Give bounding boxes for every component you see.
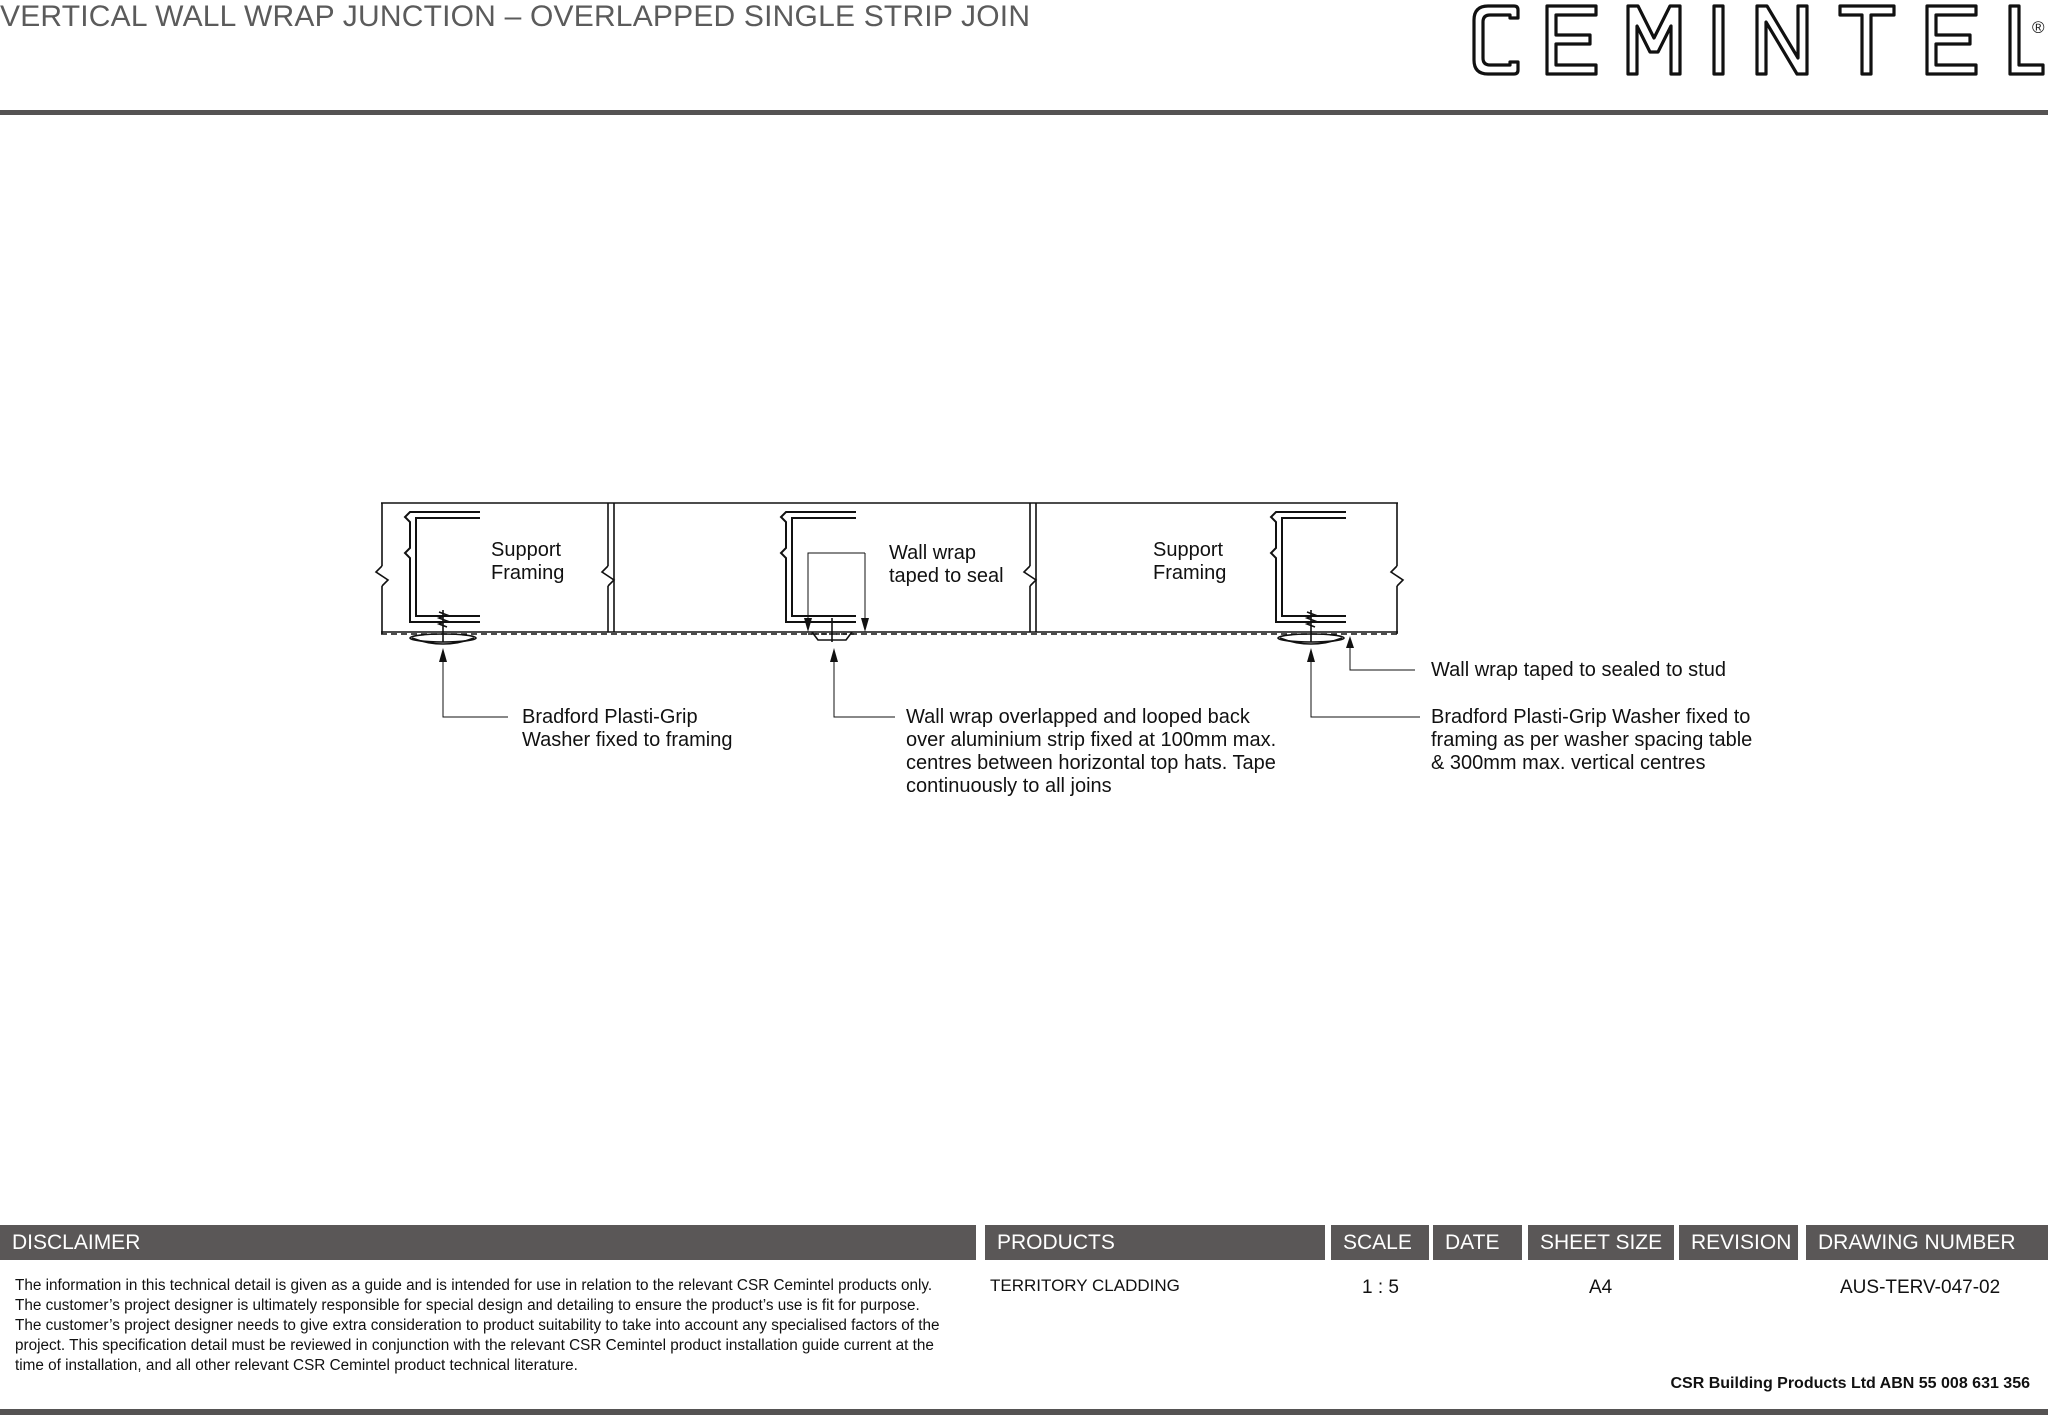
break-line-left [376,503,388,634]
break-line-right [1391,503,1403,634]
stud-middle [781,512,856,622]
label-support-framing-left: Support Framing [491,539,565,584]
products-header: PRODUCTS [985,1225,1325,1260]
arrow-taped-right [861,618,869,632]
label-wall-wrap-taped: Wall wrap taped to seal [889,542,1004,587]
arrowheads [439,618,1354,662]
page-title: VERTICAL WALL WRAP JUNCTION – OVERLAPPED SINGLE STRIP JOIN [0,0,1031,33]
sheet-size-header: SHEET SIZE [1528,1225,1674,1260]
arrow-washer-left [439,648,447,662]
label-support-framing-right: Support Framing [1153,539,1227,584]
disclaimer-header: DISCLAIMER [0,1225,976,1260]
products-value: TERRITORY CLADDING [990,1276,1180,1295]
disclaimer-text: The information in this technical detail is given as a guide and is intended for use in relation to the relevant CSR Cemintel products only. The customer’s project designer is ultimately responsible for special design and detailing to ensure the product’s use is fit for purpose. The customer’s project designer needs to give extra consideration to product suitability to take into account any specialised factors of the project. This specification detail must be reviewed in conjunction with the relevant CSR Cemintel product installation guide current at the time of installation, and all other relevant CSR Cemintel product technical literature. [15,1277,940,1374]
stud-left [405,512,480,622]
leader-wall-wrap-overlapped [834,662,895,717]
revision-header: REVISION [1679,1225,1798,1260]
scale-header: SCALE [1331,1225,1429,1260]
break-line-2 [1024,503,1036,632]
leader-washer-left [443,662,508,717]
label-washer-right: Bradford Plasti-Grip Washer fixed to framing as per washer spacing table & 300mm max. vertical centres [1431,706,1753,774]
arrow-overlapped [830,648,838,662]
stud-right [1271,512,1346,622]
label-washer-left: Bradford Plasti-Grip Washer fixed to framing [522,706,733,751]
break-line-1 [602,503,614,632]
arrow-stud [1346,636,1354,648]
title-block [0,1225,2048,1415]
scale-value: 1 : 5 [1362,1277,1399,1298]
drawing-number-header: DRAWING NUMBER [1806,1225,2048,1260]
label-wall-wrap-overlapped: Wall wrap overlapped and looped back over aluminium strip fixed at 100mm max. centres between horizontal top hats. Tape continuously to all joins [906,706,1277,797]
sheet-size-value: A4 [1589,1277,1613,1298]
leader-wall-wrap-taped [808,553,865,618]
registered-mark: ® [2032,18,2045,37]
company-abn: CSR Building Products Ltd ABN 55 008 631 356 [1670,1375,2030,1392]
leader-wall-wrap-stud [1350,645,1415,670]
arrow-taped-left [804,618,812,632]
date-header: DATE [1433,1225,1522,1260]
arrow-washer-right [1307,648,1315,662]
footer-bottom-rule [0,1409,2048,1415]
drawing-number-value: AUS-TERV-047-02 [1840,1277,2001,1298]
label-wall-wrap-stud: Wall wrap taped to sealed to stud [1431,659,1726,681]
